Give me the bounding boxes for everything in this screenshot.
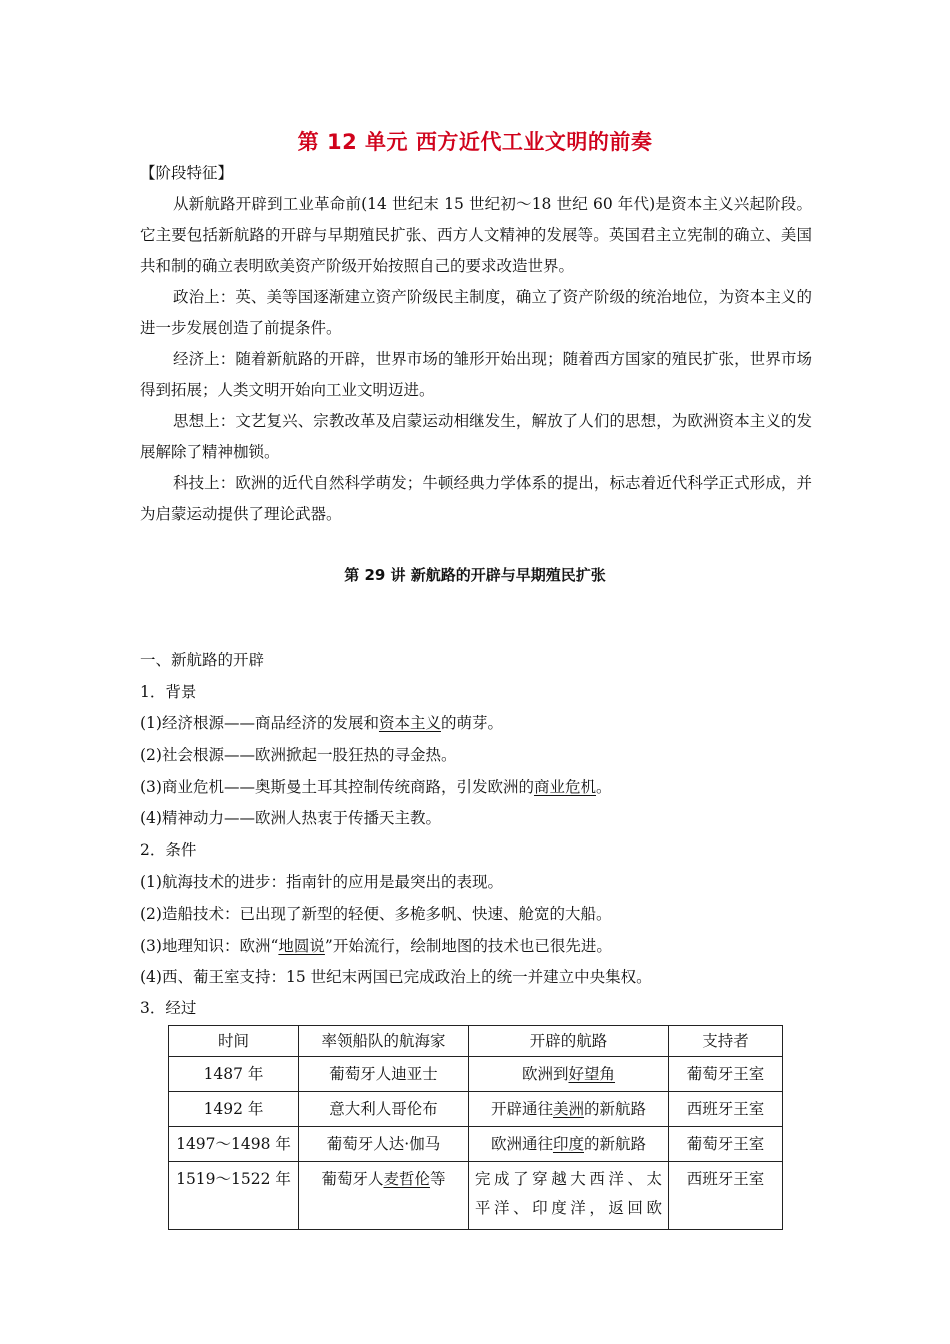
- route-cell: 欧洲到好望角: [469, 1057, 669, 1092]
- science-paragraph: 科技上：欧洲的近代自然科学萌发；牛顿经典力学体系的提出，标志着近代科学正式形成，并为启蒙运动提供了理论武器。: [140, 474, 812, 523]
- time-cell: 1519～1522 年: [169, 1162, 299, 1230]
- time-cell: 1492 年: [169, 1092, 299, 1127]
- supporter-cell: 葡萄牙王室: [669, 1127, 783, 1162]
- column-header: 率领船队的航海家: [299, 1026, 469, 1057]
- background-item: (4)精神动力——欧洲人热衷于传播天主教。: [140, 809, 441, 827]
- condition-item: (2)造船技术：已出现了新型的轻便、多桅多帆、快速、舱宽的大船。: [140, 905, 612, 923]
- navigator-cell: 意大利人哥伦布: [299, 1092, 469, 1127]
- supporter-cell: 西班牙王室: [669, 1092, 783, 1127]
- unit-title: 第 12 单元 西方近代工业文明的前奏: [297, 130, 653, 154]
- lecture-title: 第 29 讲 新航路的开辟与早期殖民扩张: [344, 566, 606, 584]
- section-heading: 一、新航路的开辟: [140, 651, 265, 669]
- intro-paragraph: 从新航路开辟到工业革命前(14 世纪末 15 世纪初～18 世纪 60 年代)是资本主义兴起阶段。它主要包括新航路的开辟与早期殖民扩张、西方人文精神的发展等。英国君主立宪制的确立、美国共和制的确立表明欧美资产阶级开始按照自己的要求改造世界。: [140, 195, 812, 275]
- navigator-cell: 葡萄牙人迪亚士: [299, 1057, 469, 1092]
- politics-paragraph: 政治上：英、美等国逐渐建立资产阶级民主制度，确立了资产阶级的统治地位，为资本主义的进一步发展创造了前提条件。: [140, 288, 812, 337]
- stage-feature-tag: 【阶段特征】: [140, 164, 234, 182]
- route-cell: 完成了穿越大西洋、太 平洋、印度洋，返回欧: [469, 1162, 669, 1230]
- background-item: (1)经济根源——商品经济的发展和资本主义的萌芽。: [140, 714, 503, 732]
- table-row: [169, 1127, 783, 1162]
- route-cell: 开辟通往美洲的新航路: [469, 1092, 669, 1127]
- conditions-heading: 2．条件: [140, 841, 197, 859]
- column-header: 时间: [169, 1026, 299, 1057]
- process-heading: 3．经过: [140, 999, 197, 1017]
- condition-item: (4)西、葡王室支持：15 世纪末两国已完成政治上的统一并建立中央集权。: [140, 968, 652, 986]
- voyages-table: [168, 1025, 783, 1230]
- table-row: [169, 1162, 783, 1230]
- time-cell: 1487 年: [169, 1057, 299, 1092]
- route-cell: 欧洲通往印度的新航路: [469, 1127, 669, 1162]
- time-cell: 1497～1498 年: [169, 1127, 299, 1162]
- condition-item: (1)航海技术的进步：指南针的应用是最突出的表现。: [140, 873, 503, 891]
- column-header: 开辟的航路: [469, 1026, 669, 1057]
- column-header: 支持者: [669, 1026, 783, 1057]
- condition-item: (3)地理知识：欧洲“地圆说”开始流行，绘制地图的技术也已很先进。: [140, 937, 612, 955]
- thought-paragraph: 思想上：文艺复兴、宗教改革及启蒙运动相继发生，解放了人们的思想，为欧洲资本主义的发展解除了精神枷锁。: [140, 412, 812, 461]
- supporter-cell: 西班牙王室: [669, 1162, 783, 1230]
- supporter-cell: 葡萄牙王室: [669, 1057, 783, 1092]
- background-item: (2)社会根源——欧洲掀起一股狂热的寻金热。: [140, 746, 457, 764]
- table-row: [169, 1057, 783, 1092]
- navigator-cell: 葡萄牙人达·伽马: [299, 1127, 469, 1162]
- table-header-row: [169, 1026, 783, 1057]
- navigator-cell: 葡萄牙人麦哲伦等: [299, 1162, 469, 1230]
- economy-paragraph: 经济上：随着新航路的开辟，世界市场的雏形开始出现；随着西方国家的殖民扩张，世界市场得到拓展；人类文明开始向工业文明迈进。: [140, 350, 812, 399]
- background-item: (3)商业危机——奥斯曼土耳其控制传统商路，引发欧洲的商业危机。: [140, 778, 612, 796]
- table-row: [169, 1092, 783, 1127]
- background-heading: 1．背景: [140, 683, 197, 701]
